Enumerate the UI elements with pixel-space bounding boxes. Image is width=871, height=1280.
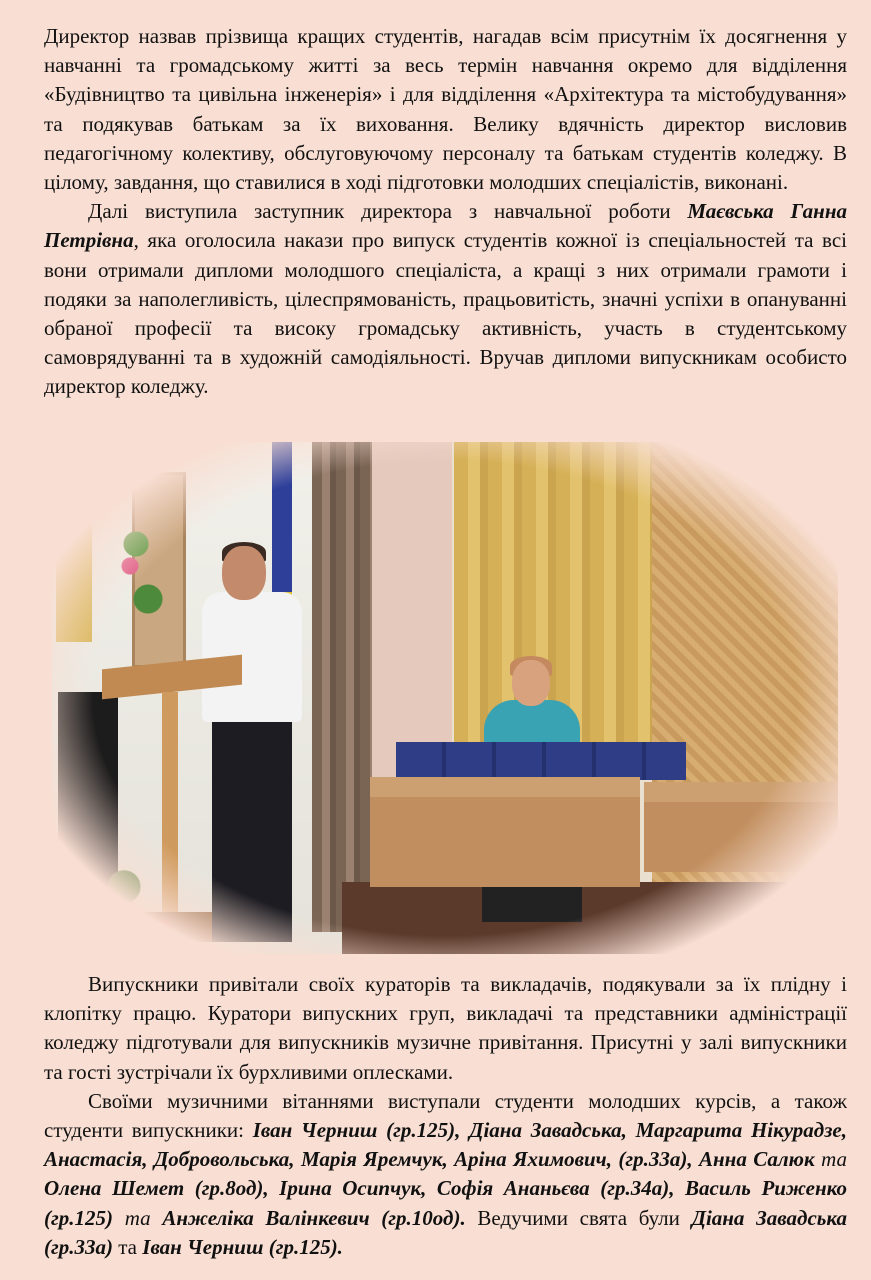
host-1: Діана Завадська (гр.33а) — [44, 1205, 848, 1259]
paragraph-3-text: Випускники привітали своїх кураторів та викладачів, подякували за їх плідну і клопітку працю. Куратори випускних груп, викладачі та представники адміністрації коледжу підготували для випускників музичне привітання. Присутні у залі випускники та гості зустрічали їх бурхливими оплесками. — [44, 972, 847, 1084]
text-block-bottom — [44, 970, 847, 1262]
paragraph-performers — [44, 1087, 847, 1262]
performers-intro: Своїми музичними вітаннями виступали студенти молодших курсів, а також студенти випускники: — [44, 1088, 847, 1143]
performers-names-3: Анжеліка Валінкевич (гр.10од). — [162, 1205, 466, 1230]
deputy-name: Маєвська Ганна Петрівна — [44, 199, 847, 253]
paragraph-graduates — [44, 970, 847, 1087]
paragraph-2-before: Далі виступила заступник директора з навчальної роботи — [88, 199, 688, 224]
hosts-intro: Ведучими свята були — [465, 1205, 692, 1230]
paragraph-director-speech — [44, 22, 847, 197]
paragraph-1-text: Директор назвав прізвища кращих студентів, нагадав всім присутнім їх досягнення у навчанні та громадському житті за весь термін навчання окремо для відділення «Будівництво та цивільна інженерія» і для відділення «Архітектура та містобудування» та подякував батькам за їх виховання. Велику вдячність директор висловив педагогічному колективу, обслуговуючому персоналу та батькам студентів коледжу. В цілому, завдання, що ставилися в ході підготовки молодших спеціалістів, виконані. — [44, 24, 847, 195]
conjunction-1: та — [814, 1147, 847, 1172]
ceremony-photo — [52, 442, 838, 954]
performers-names-2: Олена Шемет (гр.8од), Ірина Осипчук, Софія Ананьєва (гр.34а), Василь Риженко (гр.125) — [44, 1176, 847, 1230]
conjunction-2: та — [113, 1205, 163, 1230]
paragraph-deputy-speech — [44, 197, 847, 401]
host-2: Іван Черниш (гр.125). — [142, 1234, 343, 1259]
conjunction-3: та — [113, 1234, 143, 1259]
paragraph-2-after: , яка оголосила накази про випуск студентів кожної із спеціальностей та всі вони отримали дипломи молодшого спеціаліста, а кращі з них отримали грамоти і подяки за наполегливість, цілеспрямованість, працьовитість, значні успіхи в опануванні обраної професії та високу громадську активність, участь в студентському самоврядуванні та в художній самодіяльності. Вручав дипломи випускникам особисто директор коледжу. — [44, 228, 847, 399]
text-block-top — [44, 22, 847, 402]
performers-names-1: Іван Черниш (гр.125), Діана Завадська, Маргарита Нікурадзе, Анастасія, Добровольська, Марія Яремчук, Аріна Яхимович, (гр.33а), Анна Салюк — [44, 1118, 847, 1172]
